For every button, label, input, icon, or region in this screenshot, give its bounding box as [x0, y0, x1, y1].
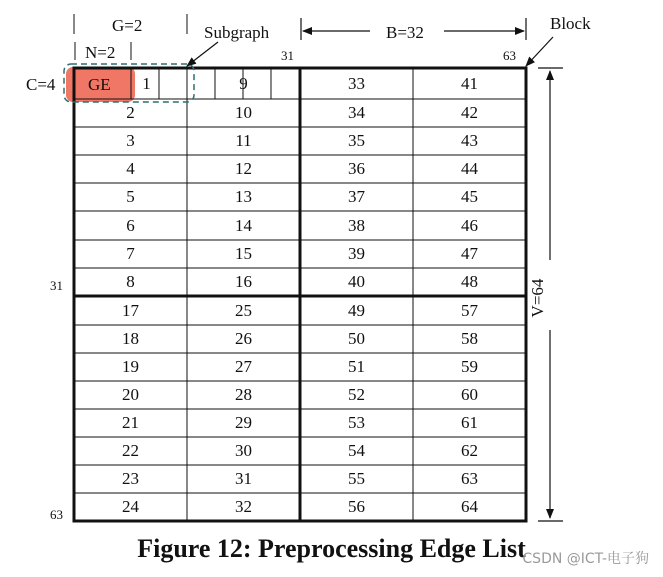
watermark: CSDN @ICT-电子狗 [522, 551, 649, 567]
grid-cell: 19 [122, 357, 139, 376]
grid-cell: 41 [461, 73, 478, 93]
grid-cell: 23 [122, 469, 139, 488]
grid-cell: 27 [235, 357, 252, 376]
grid-cell: 62 [461, 441, 478, 460]
grid-cell: 2 [126, 103, 135, 122]
grid-cell: 16 [235, 272, 252, 291]
grid-cell: 36 [348, 159, 365, 178]
tick-31-left: 31 [50, 278, 63, 293]
grid-cell: 47 [461, 244, 478, 263]
grid-cell: 8 [126, 272, 135, 291]
grid-cell: 30 [235, 441, 252, 460]
grid-cell: 49 [348, 300, 365, 320]
grid-cell: 24 [122, 497, 139, 516]
grid-cell: 15 [235, 244, 252, 263]
subgraph-label: Subgraph [204, 23, 270, 42]
grid-cell: 63 [461, 469, 478, 488]
grid-cell: 29 [235, 413, 252, 432]
tick-31-top: 31 [281, 48, 294, 63]
grid-cell: 18 [122, 329, 139, 348]
grid-cell: 34 [348, 103, 365, 122]
grid-cell: 12 [235, 159, 252, 178]
grid-cell: 60 [461, 385, 478, 404]
g-label: G=2 [112, 16, 143, 35]
grid-cell: 28 [235, 385, 252, 404]
n-label: N=2 [85, 43, 116, 62]
grid-cell: 5 [126, 187, 135, 206]
grid-cell: 61 [461, 413, 478, 432]
grid-cell: 3 [126, 131, 135, 150]
grid-cell: 43 [461, 131, 478, 150]
grid-cell: 37 [348, 187, 365, 206]
grid-cell: 1 [142, 73, 151, 93]
grid-cell: 42 [461, 103, 478, 122]
ge-label: GE [88, 75, 111, 94]
c-label: C=4 [26, 75, 56, 94]
b-label: B=32 [386, 23, 424, 42]
grid-cell: 64 [461, 497, 478, 516]
grid-cell: 44 [461, 159, 478, 178]
grid-cell: 33 [348, 73, 365, 93]
block-pointer-arrow [526, 37, 553, 66]
grid-cell: 26 [235, 329, 252, 348]
tick-63-left: 63 [50, 507, 63, 522]
grid-cell: 9 [239, 73, 248, 93]
grid-cell: 54 [348, 441, 365, 460]
grid-cell: 48 [461, 272, 478, 291]
block-label: Block [550, 14, 591, 33]
grid-cell: 55 [348, 469, 365, 488]
grid-cell: 35 [348, 131, 365, 150]
grid-cell: 57 [461, 300, 478, 320]
grid-cell: 20 [122, 385, 139, 404]
grid-cell: 51 [348, 357, 365, 376]
grid-cell: 58 [461, 329, 478, 348]
grid-cell: 52 [348, 385, 365, 404]
grid-cell: 4 [126, 159, 135, 178]
figure-caption: Figure 12: Preprocessing Edge List [137, 534, 526, 563]
grid-cell: 39 [348, 244, 365, 263]
grid-cell: 32 [235, 497, 252, 516]
grid-cell: 38 [348, 215, 365, 235]
v-label: V=64 [528, 278, 547, 318]
grid-cell: 31 [235, 469, 252, 488]
grid-cell: 22 [122, 441, 139, 460]
tick-63-top: 63 [503, 48, 516, 63]
grid-cell: 50 [348, 329, 365, 348]
grid-cell: 14 [235, 215, 252, 235]
grid-cell: 56 [348, 497, 365, 516]
grid-cell: 46 [461, 215, 478, 235]
subgraph-pointer-arrow [187, 42, 218, 66]
grid-cell: 21 [122, 413, 139, 432]
grid-cell: 17 [122, 300, 139, 320]
grid-cell: 25 [235, 300, 252, 320]
grid-cell: 11 [235, 131, 252, 150]
grid-cell: 53 [348, 413, 365, 432]
grid-cell: 40 [348, 272, 365, 291]
grid-cell: 45 [461, 187, 478, 206]
grid-cell: 6 [126, 215, 135, 235]
grid-cell: 7 [126, 244, 135, 263]
grid-cell: 13 [235, 187, 252, 206]
grid-cell: 10 [235, 103, 252, 122]
grid-cell: 59 [461, 357, 478, 376]
